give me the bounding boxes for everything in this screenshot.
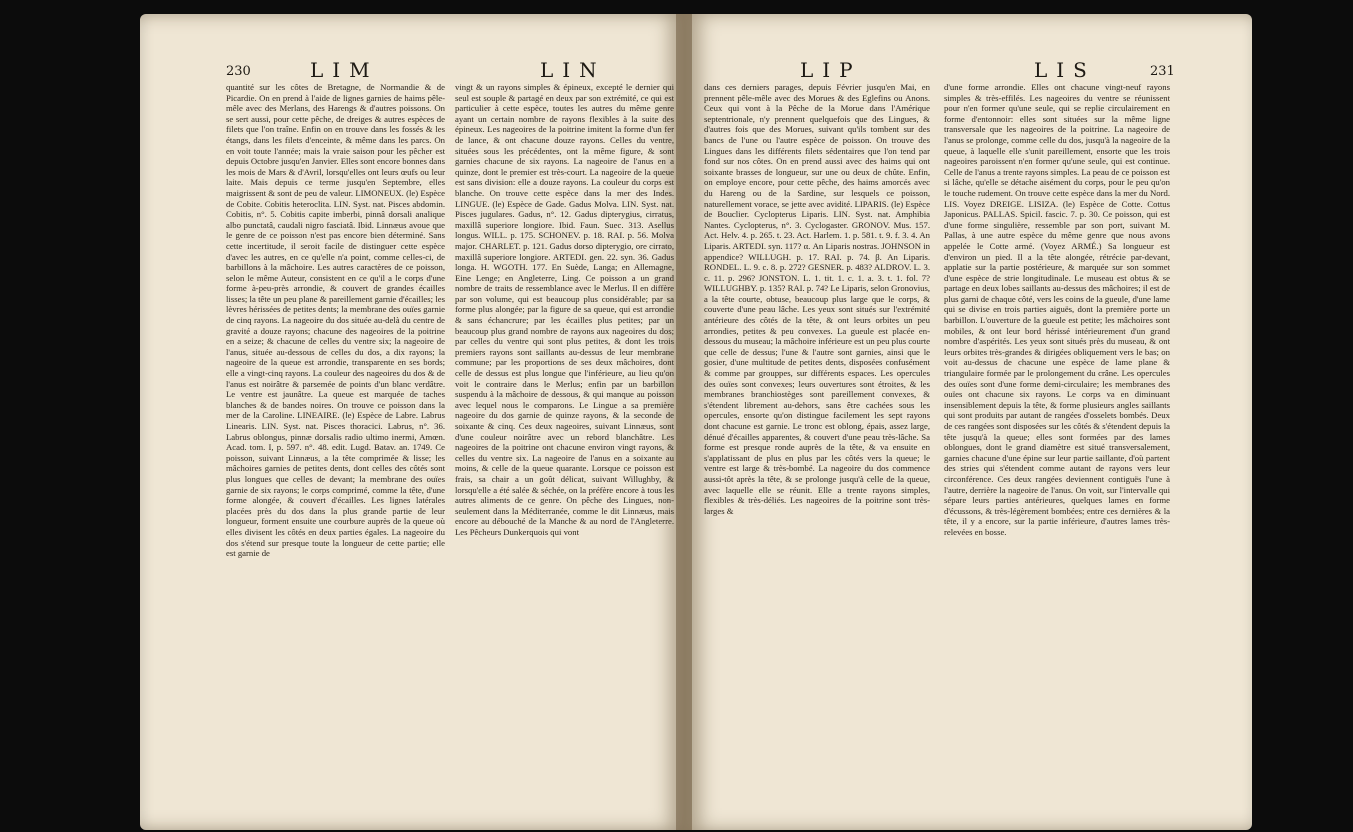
right-page-column-1: dans ces derniers parages, depuis Février jusqu'en Mai, en prennent pêle-mêle avec des Morues & des Eglefins ou Anons. Ceux qui vont à la Pêche de la Morue dans l'Amérique septentrionale, n'y prennent quelquefois que des Lingues, & d'autres fois que des Morues, suivant qu'ils tombent sur des bancs de l'une ou l'autre espèce de poisson. On trouve des Lingues dans les différents filets sédentaires que l'on tend par fond sur nos côtes. On en prend aussi avec des haims qui ont soixante brasses de longueur, sur une ou deux de chûte. Enfin, on employe encore, pour cette pêche, des haims amorcés avec du Hareng ou de la Sardine, sur lesquels ce poisson, naturellement vorace, se jette avec avidité. LIPARIS. (le) Espèce de Bouclier. Cyclopterus Liparis. LIN. Syst. nat. Amphibia Nantes. Cyclopterus, n°. 3. Cyclogaster. GRONOV. Mus. 157. Act. Helv. 4. p. 265. t. 23. Act. Harlem. 1. p. 581. t. 9. f. 3. 4. An Liparis. ARTEDI. syn. 117? α. An Liparis nostras. JOHNSON in appendice? WILLUGH. p. 17. RAI. p. 74. β. An Liparis. RONDEL. L. 9. c. 8. p. 272? GESNER. p. 483? ALDROV. L. 3. c. 11. p. 296? JONSTON. L. 1. tit. 1. c. 1. a. 3. t. 1. fol. 7? WILLUGHBY. p. 135? RAI. p. 74? Le Liparis, selon Gronovius, a la tête courte, obtuse, beaucoup plus large que le corps, & couverte d'une peau lâche. Les yeux sont situés sur l'extrémité antérieure des côtés de la tête, & ont leurs orbites un peu arrondies, petites & peu convexes. La gueule est placée en-dessous du museau; la mâchoire inférieure est un peu plus courte que celle de dessus; l'une & l'autre sont garnies, ainsi que le gosier, d'une multitude de petites dents, disposées confusément & comme par grouppes, sur différents espaces. Les opercules des ouïes sont convexes; leurs ouvertures sont étroites, & les membranes branchiostèges sont pareillement convexes, & s'étendent librement au-dehors, sans être cachées sous les opercules, ensorte qu'on distingue facilement les sept rayons dont chacune est garnie. Le tronc est oblong, épais, assez large, dénué d'écailles apparentes, & couvert d'une peau très-lâche. Sa forme est presque ronde auprès de la tête, & va ensuite en s'applatissant de plus en plus par les côtés vers la queue; le ventre est large & très-bombé. La nageoire du dos commence aussi-tôt après la tête, & se prolonge jusqu'à celle de la queue, avec laquelle elle se réunit. Elle a trente rayons simples, flexibles & très-déliés. Les nageoires de la poitrine sont très-larges & — [704, 82, 930, 516]
right-page-number: 231 — [1150, 64, 1175, 79]
book-spine — [676, 14, 692, 830]
left-running-head-right: LIN — [540, 58, 606, 82]
left-page-column-2: vingt & un rayons simples & épineux, excepté le dernier qui seul est souple & partagé en deux par son extrémité, ce qui est particulier à cette espèce, toutes les autres du même genre ayant un certain nombre de rayons flexibles à la suite des épineux. Les nageoires de la poitrine imitent la forme d'un fer de lance, & ont chacune douze rayons. Celles du ventre, situées sous les précédentes, ont la même figure, & sont garnies chacune de six rayons. La nageoire de l'anus en a quinze, dont le premier est très-court. La nageoire de la queue est sans division: elle a douze rayons. La couleur du corps est blanche. On trouve cette espèce dans la mer des Indes. LINGUE. (le) Espèce de Gade. Gadus Molva. LIN. Syst. nat. Pisces jugulares. Gadus, n°. 12. Gadus dipterygius, cirratus, maxillâ superiore longiore. Ibid. Faun. Suec. 313. Asellus longus. WILL. p. 175. SCHONEV. p. 18. RAI. p. 56. Molva major. CHARLET. p. 121. Gadus dorso dipterygio, ore cirrato, maxillâ superiore longiore. ARTEDI. gen. 22. syn. 36. Gadus longa. H. WGOTH. 177. En Suède, Langa; en Allemagne, Eine Lenge; en Angleterre, Ling. Ce poisson a un grand nombre de traits de ressemblance avec le Merlus. Il en diffère par son volume, qui est beaucoup plus considérable; par sa forme plus alongée; par la figure de sa queue, qui est arrondie & sans échancrure; par les écailles plus petites; par un beaucoup plus grand nombre de rayons aux nageoires du dos; par celles du ventre qui sont plus petites, & dont les trois premiers rayons sont saillants au-dessus de leur membrane commune; par les proportions de ses deux mâchoires, dont celle de dessus est plus longue que l'inférieure, au lieu qu'on voit le contraire dans le Merlus; enfin par un barbillon suspendu à la mâchoire de dessous, & qui manque au poisson avec lequel nous le comparons. Le Lingue a sa première nageoire du dos garnie de quinze rayons, & la seconde de soixante & cinq. Ces deux nageoires, suivant Linnæus, sont d'une couleur noirâtre avec un rebord blanchâtre. Les nageoires de la poitrine ont chacune environ vingt rayons, & celles du ventre six. La nageoire de l'anus en a soixante au moins, & celle de la queue quarante. Lorsque ce poisson est frais, sa chair a un goût délicat, suivant Willughby, & lorsqu'elle a été salée & séchée, on la préfère encore à tous les autres aliments de ce genre. On pêche des Lingues, non-seulement dans la Méditerranée, comme le dit Linnæus, mais encore au débouché de la Manche & au nord de l'Angleterre. Les Pêcheurs Dunkerquois qui vont — [455, 82, 674, 537]
right-page-column-2: d'une forme arrondie. Elles ont chacune vingt-neuf rayons simples & très-effilés. Les nageoires du ventre se réunissent pour n'en former qu'une seule, qui se replie circulairement en forme d'entonnoir: elles sont situées sur la même ligne transversale que les nageoires de la poitrine. La nageoire de l'anus se prolonge, comme celle du dos, jusqu'à la nageoire de la queue, à laquelle elle s'unit pareillement, ensorte que les trois nageoires paroissent n'en former qu'une seule, qui est continue. Celle de l'anus a trente rayons simples. La peau de ce poisson est si lâche, qu'elle se détache aisément du corps, pour le peu qu'on le touche rudement. On trouve cette espèce dans la mer du Nord. LIS. Voyez DREIGE. LISIZA. (le) Espèce de Cotte. Cottus Japonicus. PALLAS. Spicil. fascic. 7. p. 30. Ce poisson, qui est d'une forme singulière, ressemble par son port, suivant M. Pallas, à une autre espèce du même genre que nous avons appelée le Cotte armé. (Voyez ARMÉ.) Sa longueur est d'environ un pied. Il a la tête alongée, rétrécie par-devant, applatie sur la partie postérieure, & marquée sur son sommet d'une espèce de strie longitudinale. Le museau est obtus & se partage en deux lobes saillants au-dessus des mâchoires; il est de plus garni de chaque côté, vers les coins de la gueule, d'une lame qui se divise en trois parties aiguës, dont la première porte un barbillon. L'ouverture de la gueule est petite; les mâchoires sont mobiles, & ont leur bord hérissé intérieurement d'un grand nombre d'aspérités. Les yeux sont situés près du museau, & ont leurs orbites très-grandes & dirigées obliquement vers le bas; on voit au-dessus de chacune une espèce de lame plane & triangulaire formée par le prolongement du crâne. Les opercules des ouïes sont d'une forme demi-circulaire; les membranes des ouïes ont chacune six rayons. Le corps va en diminuant insensiblement depuis la tête, & forme plusieurs angles saillants qui sont produits par autant de rangées d'osselets bombés. Deux de ces rangées sont disposées sur les côtés & s'étendent depuis la tête jusqu'à la queue; elles sont formées par des lames oblongues, dont le grand diamètre est situé transversalement, garnies chacune d'une épine sur leur partie saillante, d'où partent des stries qui s'étendent comme autant de rayons vers leur circonférence. Ces deux rangées deviennent contiguës l'une à l'autre, derrière la nageoire de l'anus. On voit, sur l'intervalle qui sépare leurs parties antérieures, quelques lames en forme d'écussons, & très-légèrement bombées; entre ces dernières & la tête, il y a encore, sur la partie inférieure, d'autres lames très-relevées en bosse. — [944, 82, 1170, 537]
right-running-head-left: LIP — [800, 58, 862, 82]
left-running-head-left: LIM — [310, 58, 379, 82]
left-page-column-1: quantité sur les côtes de Bretagne, de Normandie & de Picardie. On en prend à l'aide de lignes garnies de haims pêle-mêle avec des Merlans, des Harengs & d'autres poissons. On se sert aussi, pour cette pêche, de dreiges & autres espèces de filets que l'on traîne. Enfin on en trouve dans les fossés & les étangs, dans les filets d'enceinte, & même dans les parcs. On en voit toute l'année; mais la vraie saison pour les pêcher est depuis Octobre jusqu'en Janvier. Elles sont encore bonnes dans les mois de Mars & d'Avril, lorsqu'elles ont leurs œufs ou leur laite. Mais depuis ce terme jusqu'en Septembre, elles maigrissent & sont de peu de valeur. LIMONEUX. (le) Espèce de Cobite. Cobitis heteroclita. LIN. Syst. nat. Pisces abdomin. Cobitis, n°. 5. Cobitis capite imberbi, pinnâ dorsali analique albo punctatâ, caudali nigro fasciatâ. Ibid. Linnæus avoue que le genre de ce poisson n'est pas encore bien déterminé. Sans cette incertitude, il seroit facile de distinguer cette espèce d'avec les autres, en ce qu'elle n'a point, comme celles-ci, de barbillons à la mâchoire. Les autres caractères de ce poisson, selon le même Auteur, consistent en ce qu'il a le corps d'une forme à-peu-près arrondie, & couvert de grandes écailles lisses; la tête un peu plane & pareillement garnie d'écailles; les lèvres hérissées de petites dents; la membrane des ouïes garnie de cinq rayons. La nageoire du dos située au-delà du centre de gravité a douze rayons; chacune des nageoires de la poitrine en a seize; & chacune de celles du ventre six; la nageoire de l'anus, située au-dessous de celles du dos, a dix rayons; la nageoire de la queue est arrondie, transparente en ses bords; elle a vingt-cinq rayons. La couleur des nageoires du dos & de l'anus est noirâtre & parsemée de points d'un blanc verdâtre. Le ventre est jaunâtre. La queue est marquée de taches blanches & de bandes noires. On trouve ce poisson dans la mer de la Caroline. LINEAIRE. (le) Espèce de Labre. Labrus Linearis. LIN. Syst. nat. Pisces thoracici. Labrus, n°. 36. Labrus oblongus, pinnæ dorsalis radio ultimo inermi, Amœn. Acad. tom. I, p. 597. n°. 48. edit. Lugd. Batav. an. 1749. Ce poisson, suivant Linnæus, a la tête comprimée & lisse; les mâchoires garnies de petites dents, dont celles des côtés sont plus longues que celles de devant; la membrane des ouïes garnie de six rayons; le corps comprimé, comme la tête, d'une forme alongée, & couvert d'écailles. Les lignes latérales placées près du dos dans la plus grande partie de leur longueur, forment ensuite une courbure auprès de la queue où elles divisent les côtés en deux parties égales. La nageoire du dos s'étend sur presque toute la longueur de cette partie; elle est garnie de — [226, 82, 445, 559]
right-page-header — [708, 58, 1188, 80]
right-running-head-right: LIS — [1034, 58, 1096, 82]
left-page-header — [220, 58, 676, 80]
left-page-number: 230 — [226, 64, 251, 79]
